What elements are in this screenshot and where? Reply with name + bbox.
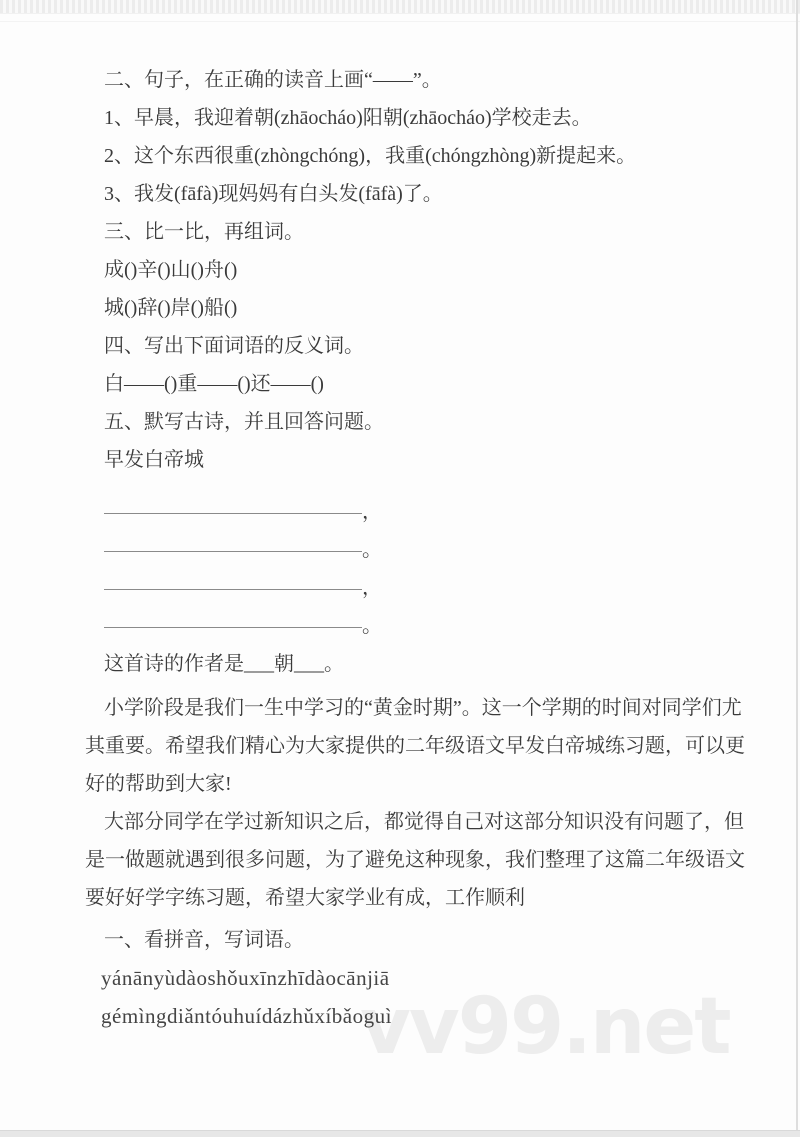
pinyin-line: gémìngdiǎntóuhuídázhǔxíbǎoguì — [101, 1004, 392, 1028]
doc-text-line: 成()辛()山()舟() — [104, 259, 238, 281]
blank-line-punctuation: 。 — [362, 615, 382, 637]
doc-text-line: 1、早晨，我迎着朝(zhāocháo)阳朝(zhāocháo)学校走去。 — [104, 107, 592, 129]
poem-answer-blank-line — [85, 569, 715, 607]
poem-answer-blank-line — [85, 493, 715, 531]
doc-text-line: 2、这个东西很重(zhòngchóng)，我重(chóngzhòng)新提起来。 — [104, 145, 637, 167]
doc-text-line: 一、看拼音，写词语。 — [104, 929, 304, 951]
blank-line-punctuation: ， — [362, 501, 382, 523]
answer-blank-rule — [104, 512, 362, 514]
doc-text-line: 3、我发(fāfà)现妈妈有白头发(fāfà)了。 — [104, 183, 443, 205]
poem-answer-blank-line — [85, 531, 715, 569]
doc-text-line: 五、默写古诗，并且回答问题。 — [104, 411, 384, 433]
doc-text-line: 三、比一比，再组词。 — [104, 221, 304, 243]
answer-blank-rule — [104, 550, 362, 552]
page-right-edge — [796, 0, 798, 1137]
blank-line-punctuation: ， — [362, 577, 382, 599]
doc-text-line: 好的帮助到大家! — [85, 773, 232, 795]
doc-text-line: 四、写出下面词语的反义词。 — [104, 335, 364, 357]
watermark: vv99.net — [360, 982, 730, 1072]
page-top-scan-line — [0, 21, 800, 22]
doc-text-line: 白——()重——()还——() — [104, 373, 324, 395]
answer-blank-rule — [104, 588, 362, 590]
doc-text-line: 二、句子，在正确的读音上画“——”。 — [104, 69, 442, 91]
doc-text-line: 其重要。希望我们精心为大家提供的二年级语文早发白帝城练习题，可以更 — [85, 735, 745, 757]
doc-text-line: 要好好学字练习题，希望大家学业有成，工作顺利 — [85, 887, 525, 909]
answer-blank-rule — [104, 626, 362, 628]
doc-text-line: 是一做题就遇到很多问题，为了避免这种现象，我们整理了这篇二年级语文 — [85, 849, 745, 871]
doc-text-line: 这首诗的作者是___朝___。 — [104, 653, 344, 675]
worksheet-text-body — [85, 61, 745, 1035]
page-top-perforated-edge — [0, 0, 800, 14]
blank-line-punctuation: 。 — [362, 539, 382, 561]
poem-answer-blank-line — [85, 607, 715, 645]
doc-text-line: 小学阶段是我们一生中学习的“黄金时期”。这一个学期的时间对同学们尤 — [104, 697, 742, 719]
doc-text-line: 大部分同学在学过新知识之后，都觉得自己对这部分知识没有问题了，但 — [104, 811, 744, 833]
doc-text-line: 早发白帝城 — [104, 449, 204, 471]
doc-text-line: 城()辞()岸()船() — [104, 297, 238, 319]
page-bottom-edge — [0, 1130, 800, 1137]
pinyin-line: yánānyùdàoshǒuxīnzhīdàocānjiā — [101, 966, 390, 990]
